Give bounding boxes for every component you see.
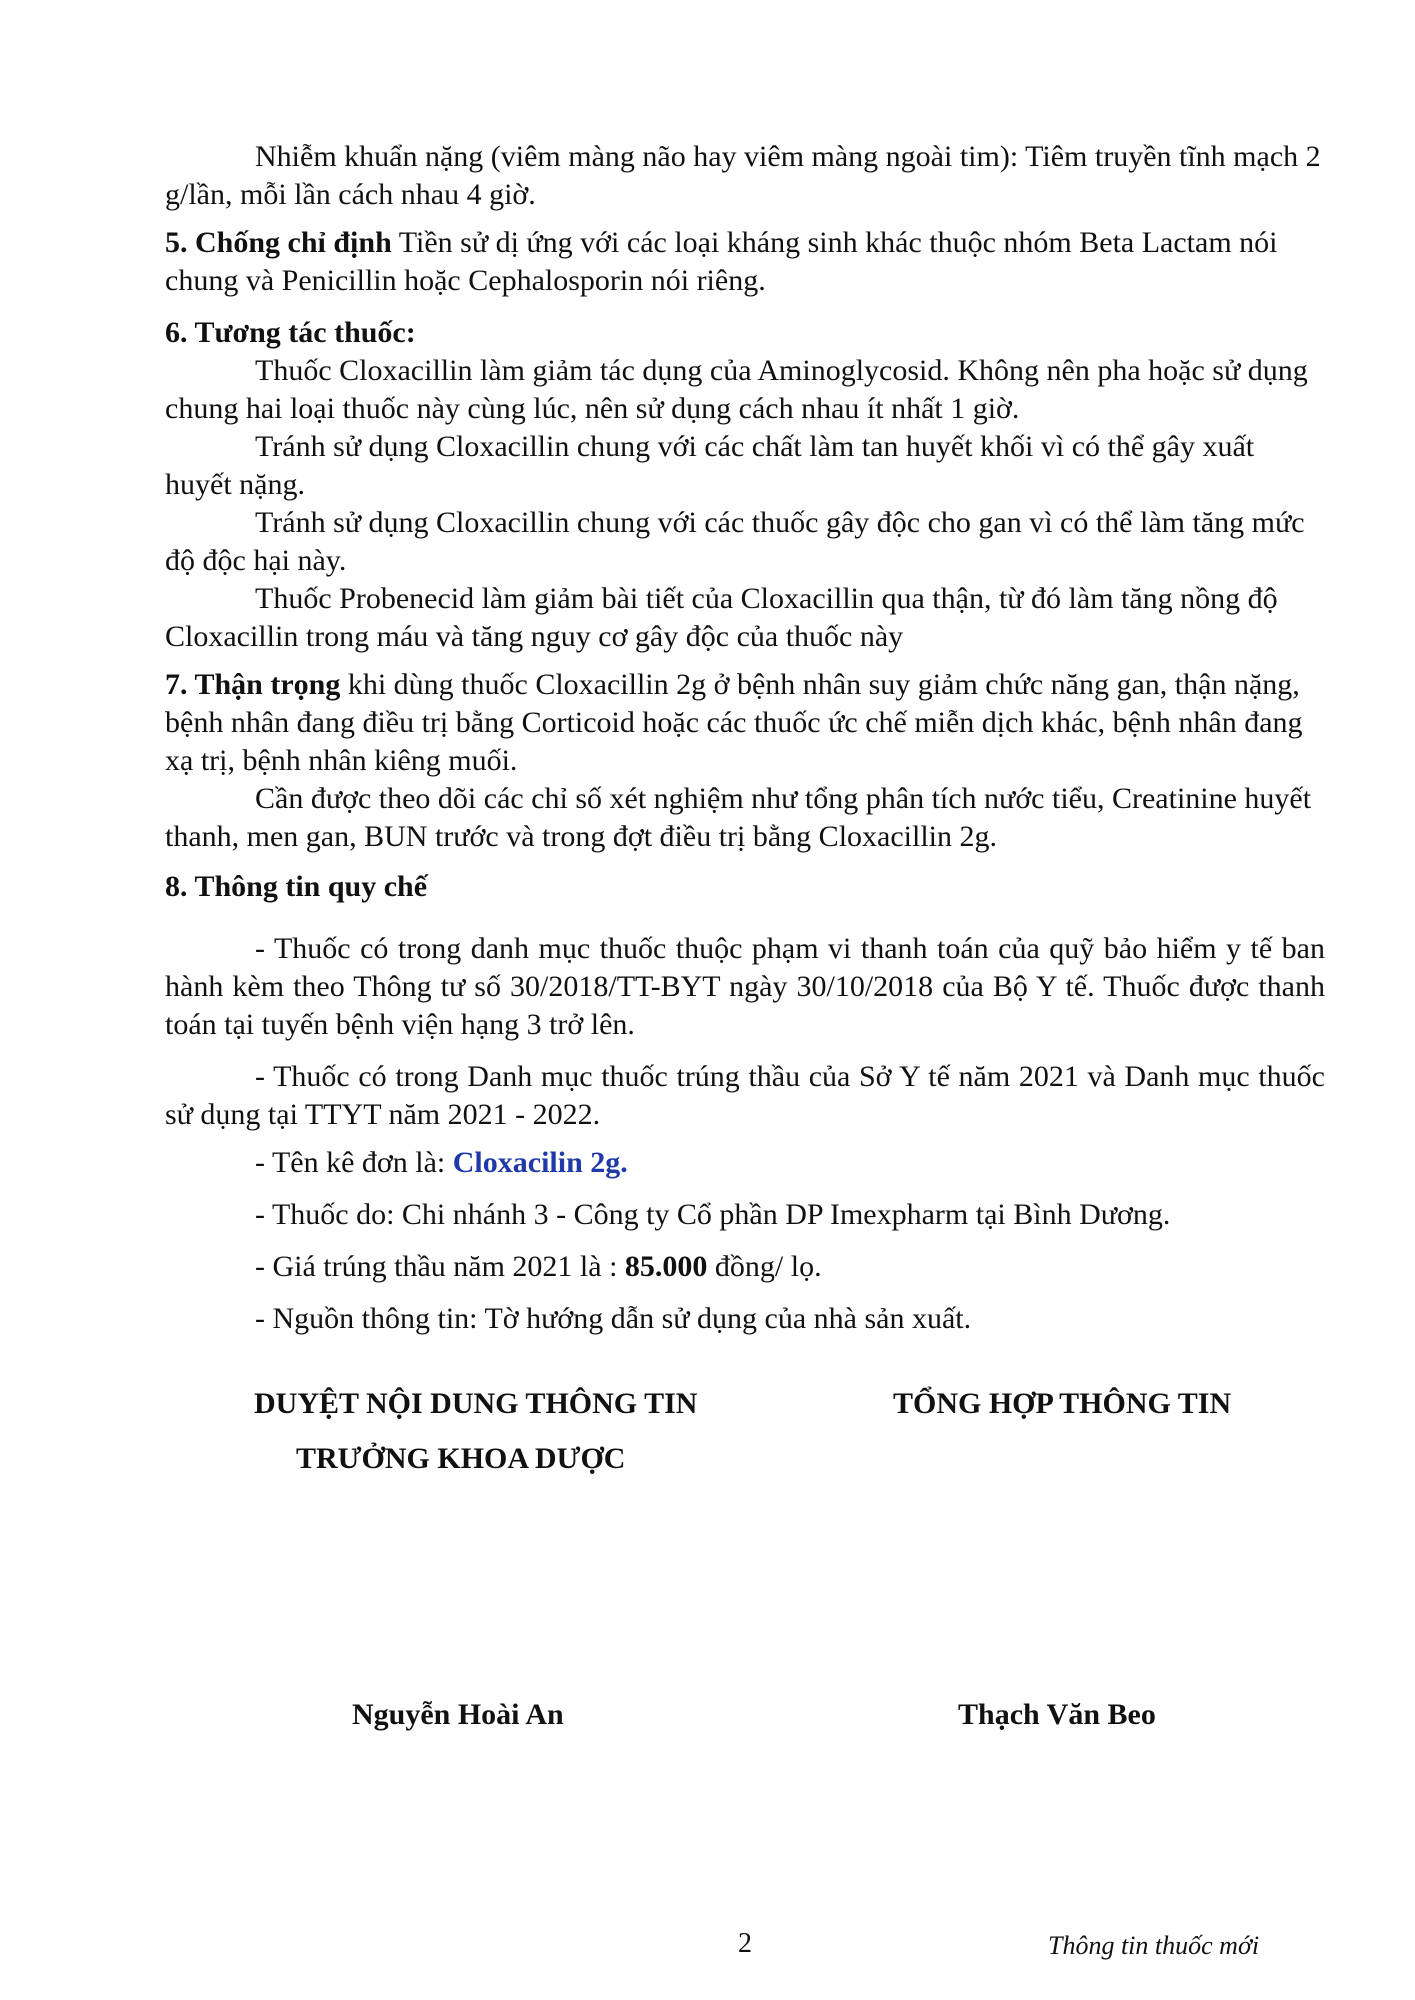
page-number: 2: [738, 1928, 752, 1959]
section-5-heading: 5. Chống chỉ định: [165, 226, 392, 259]
manufacturer-line: - Thuốc do: Chi nhánh 3 - Công ty Cổ phần DP Imexpharm tại Bình Dương.: [255, 1198, 1171, 1231]
section-6-heading: 6. Tương tác thuốc:: [165, 316, 416, 349]
approver-name: Nguyễn Hoài An: [352, 1698, 564, 1731]
intro-paragraph: Nhiễm khuẩn nặng (viêm màng não hay viêm màng ngoài tim): Tiêm truyền tĩnh mạch 2 g/lần, mỗi lần cách nhau 4 giờ.: [165, 140, 1321, 211]
section-7-precautions: [165, 666, 1325, 780]
section-6-paragraph-3: Tránh sử dụng Cloxacillin chung với các thuốc gây độc cho gan vì có thể làm tăng mức độ độc hại này.: [165, 506, 1305, 577]
approver-department: TRƯỞNG KHOA DƯỢC: [296, 1442, 626, 1475]
section-5-text: Tiền sử dị ứng với các loại kháng sinh khác thuộc nhóm Beta Lactam nói chung và Penicillin hoặc Cephalosporin nói riêng.: [165, 226, 1278, 297]
footer-note: Thông tin thuốc mới: [1048, 1931, 1260, 1960]
prescription-name-label: - Tên kê đơn là:: [255, 1146, 453, 1179]
section-6-paragraph-2: Tránh sử dụng Cloxacillin chung với các chất làm tan huyết khối vì có thể gây xuất huyết nặng.: [165, 430, 1255, 501]
compiler-title: TỔNG HỢP THÔNG TIN: [893, 1387, 1232, 1420]
section-6-paragraph-4: Thuốc Probenecid làm giảm bài tiết của Cloxacillin qua thận, từ đó làm tăng nồng độ Cloxacillin trong máu và tăng nguy cơ gây độc của thuốc này: [165, 582, 1278, 653]
section-6-paragraph-1: Thuốc Cloxacillin làm giảm tác dụng của Aminoglycosid. Không nên pha hoặc sử dụng chung hai loại thuốc này cùng lúc, nên sử dụng cách nhau ít nhất 1 giờ.: [165, 354, 1308, 425]
price-line: [165, 1248, 1325, 1286]
section-5-contraindications: [165, 224, 1325, 300]
section-8-paragraph-1: - Thuốc có trong danh mục thuốc thuộc phạm vi thanh toán của quỹ bảo hiểm y tế ban hành kèm theo Thông tư số 30/2018/TT-BYT ngày 30/10/2018 của Bộ Y tế. Thuốc được thanh toán tại tuyến bệnh viện hạng 3 trở lên.: [165, 932, 1325, 1041]
prescription-name-value: Cloxacilin 2g.: [452, 1146, 628, 1179]
compiler-name: Thạch Văn Beo: [958, 1698, 1156, 1731]
section-7-paragraph-2: Cần được theo dõi các chỉ số xét nghiệm như tổng phân tích nước tiểu, Creatinine huyết thanh, men gan, BUN trước và trong đợt điều trị bằng Cloxacillin 2g.: [165, 782, 1312, 853]
price-unit: đồng/ lọ.: [707, 1250, 822, 1283]
source-line: - Nguồn thông tin: Tờ hướng dẫn sử dụng của nhà sản xuất.: [255, 1302, 972, 1335]
section-7-text: khi dùng thuốc Cloxacillin 2g ở bệnh nhân suy giảm chức năng gan, thận nặng, bệnh nhân đang điều trị bằng Corticoid hoặc các thuốc ức chế miễn dịch khác, bệnh nhân đang xạ trị, bệnh nhân kiêng muối.: [165, 668, 1303, 777]
section-8-paragraph-2: - Thuốc có trong Danh mục thuốc trúng thầu của Sở Y tế năm 2021 và Danh mục thuốc sử dụng tại TTYT năm 2021 - 2022.: [165, 1060, 1325, 1131]
price-label: - Giá trúng thầu năm 2021 là :: [255, 1250, 625, 1283]
section-8-heading: 8. Thông tin quy chế: [165, 870, 428, 903]
price-value: 85.000: [624, 1250, 708, 1283]
approver-title: DUYỆT NỘI DUNG THÔNG TIN: [254, 1387, 698, 1420]
section-7-heading: 7. Thận trọng: [165, 668, 341, 701]
prescription-name-line: [165, 1144, 1325, 1182]
